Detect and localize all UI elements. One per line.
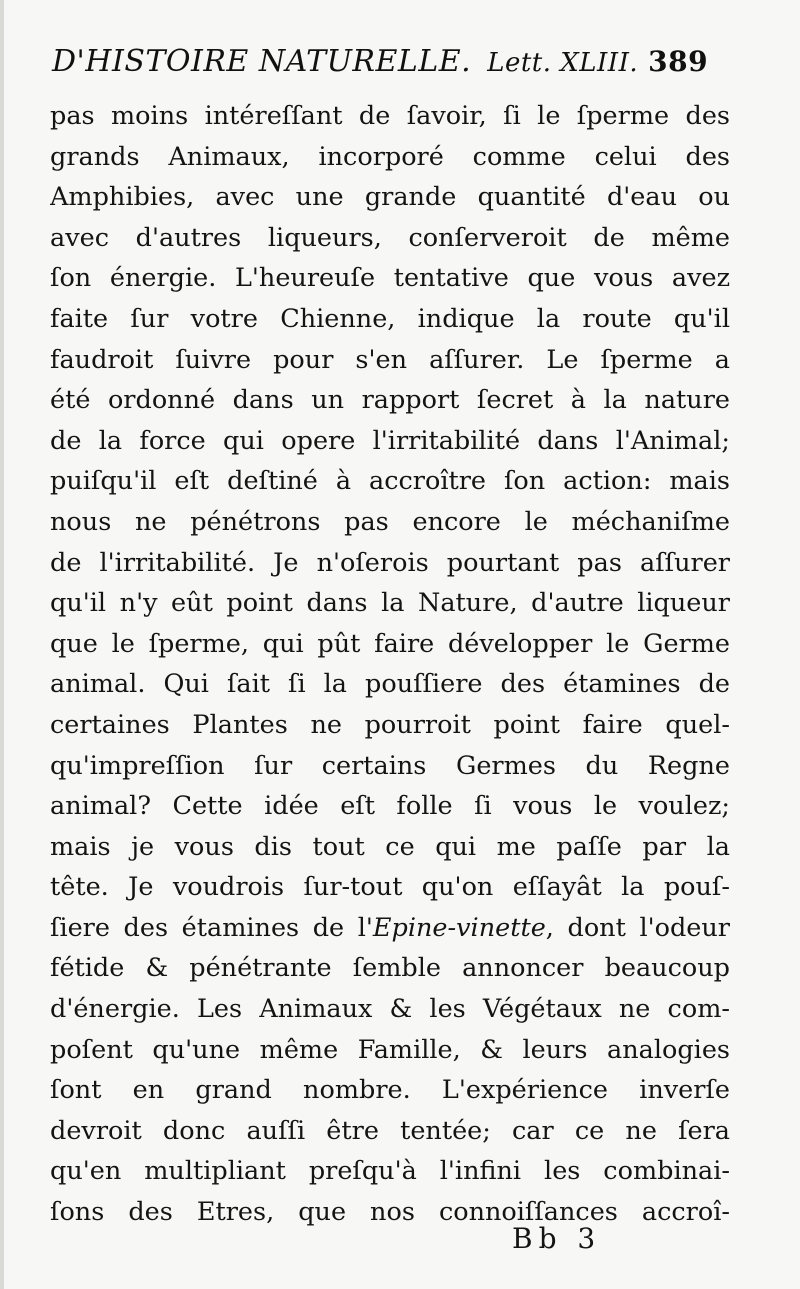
text-line: devroit donc auſſi être tentée; car ce ne ſera bbox=[50, 1115, 730, 1146]
text-line: qu'impreſſion ſur certains Germes du Regne bbox=[50, 750, 730, 781]
text-line: nous ne pénétrons pas encore le méchaniſme bbox=[50, 506, 730, 537]
text-line: animal? Cette idée eſt folle ſi vous le voulez; bbox=[50, 791, 730, 822]
text-line: qu'en multipliant preſqu'à l'infini les combinai- bbox=[50, 1156, 730, 1187]
page-number: 389 bbox=[648, 45, 709, 78]
text-line: que le ſperme, qui pût faire développer le Germe bbox=[50, 628, 730, 659]
text-line: avec d'autres liqueurs, conſerveroit de même bbox=[50, 222, 730, 253]
text-line: qu'il n'y eût point dans la Nature, d'autre liqueur bbox=[50, 588, 730, 619]
text-line: de l'irritabilité. Je n'oſerois pourtant pas aſſurer bbox=[50, 547, 730, 578]
text-line: d'énergie. Les Animaux & les Végétaux ne com- bbox=[50, 994, 730, 1025]
text-line: fétide & pénétrante ſemble annoncer beaucoup bbox=[50, 953, 730, 984]
text-line: ſont en grand nombre. L'expérience inverſe bbox=[50, 1075, 730, 1106]
text-line: puiſqu'il eſt deſtiné à accroître ſon action: mais bbox=[50, 466, 730, 497]
header-letter: Lett. XLIII. bbox=[487, 48, 639, 78]
text-line-with-italic bbox=[50, 908, 730, 949]
text-line: animal. Qui ſait ſi la pouſſiere des étamines de bbox=[50, 669, 730, 700]
text-line: certaines Plantes ne pourroit point faire quel- bbox=[50, 709, 730, 740]
text-line: ſons des Etres, que nos connoiſſances accroî- bbox=[50, 1197, 730, 1228]
text-line: faite ſur votre Chienne, indique la route qu'il bbox=[50, 303, 730, 334]
header-title: D'HISTOIRE NATURELLE. bbox=[52, 44, 472, 79]
running-header bbox=[52, 44, 772, 88]
text-line: été ordonné dans un rapport ſecret à la nature bbox=[50, 385, 730, 416]
text-line: pas moins intéreſſant de ſavoir, ſi le ſperme des bbox=[50, 101, 730, 131]
body-text bbox=[50, 96, 730, 1233]
text-line: de la force qui opere l'irritabilité dans l'Animal; bbox=[50, 425, 730, 456]
text-line: mais je vous dis tout ce qui me paſſe par la bbox=[50, 831, 730, 862]
line-start: ſiere des étamines de l' bbox=[50, 912, 373, 943]
italic-plant-name: Epine-vinette bbox=[372, 912, 546, 943]
text-line: tête. Je voudrois ſur-tout qu'on eſſayât la pouſ- bbox=[50, 872, 730, 903]
line-end: , dont l'odeur bbox=[545, 912, 730, 943]
text-line: faudroit ſuivre pour s'en aſſurer. Le ſperme a bbox=[50, 344, 730, 375]
text-line: ſon énergie. L'heureuſe tentative que vous avez bbox=[50, 263, 730, 294]
text-line: Amphibies, avec une grande quantité d'eau ou bbox=[50, 182, 730, 213]
text-line: grands Animaux, incorporé comme celui des bbox=[50, 141, 730, 172]
text-line: poſent qu'une même Famille, & leurs analogies bbox=[50, 1034, 730, 1065]
signature-mark: Bb 3 bbox=[512, 1222, 602, 1255]
